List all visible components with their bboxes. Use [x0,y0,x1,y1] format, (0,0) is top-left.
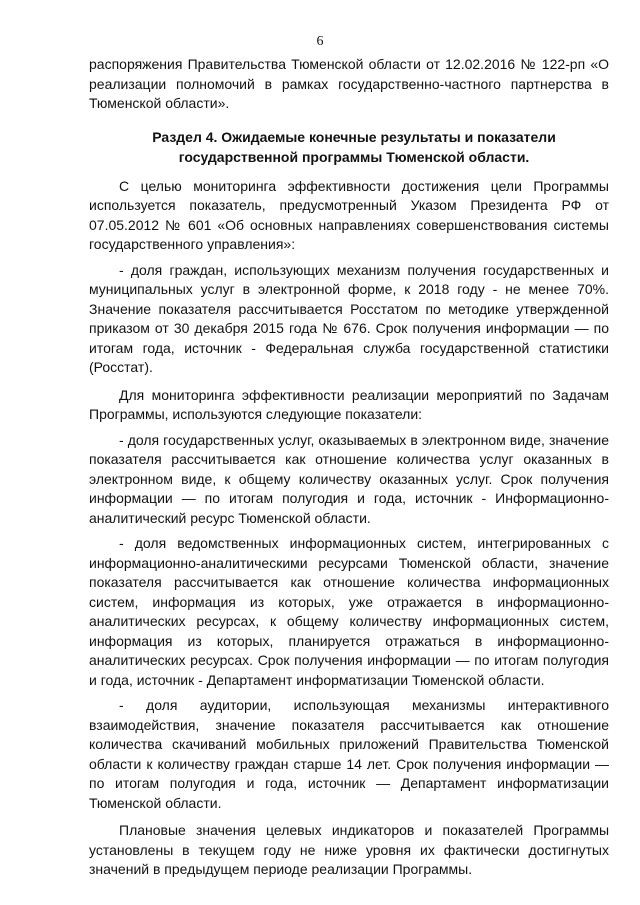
paragraph-continuation: распоряжения Правительства Тюменской области от 12.02.2016 № 122-рп «О реализации полномочий в рамках государственно-частного партнерства в Тюменской области». [89,56,609,111]
paragraph-planned-values: Плановые значения целевых индикаторов и показателей Программы установлены в текущем году не ниже уровня их фактически достигнутых значений в предыдущем периоде реализации Программы. [89,822,609,877]
paragraph-indicator-citizens-share: - доля граждан, использующих механизм получения государственных и муниципальных услуг в электронной форме, к 2018 году - не менее 70%. Значение показателя рассчитывается Росстатом по методике утвержденной приказом от 30 декабря 2015 года № 676. Срок получения информации — по итогам года, источник - Федеральная служба государственной статистики (Росстат). [89,261,609,375]
document-body [89,55,609,880]
paragraph-indicator-interactive-audience: - доля аудитории, использующая механизмы интерактивного взаимодействия, значение показателя рассчитывается как отношение количества скачиваний мобильных приложений Правительства Тюменской области к количеству граждан старше 14 лет. Срок получения информации — по итогам полугодия и года, источник — Департамент информатизации Тюменской области. [89,697,609,811]
page-number: 6 [316,34,324,49]
section-heading: Раздел 4. Ожидаемые конечные результаты и показатели государственной программы Тюменской области. [152,128,556,165]
paragraph-indicator-information-systems: - доля ведомственных информационных систем, интегрированных с информационно-аналитическими ресурсами Тюменской области, значение показателя рассчитывается как отношение количества информационных систем, информация из которых, уже отражается в информационно-аналитических ресурсах, к общему количеству информационных систем, информация из которых, планируется отражаться в информационно-аналитических ресурсах. Срок получения информации — по итогам полугодия и года, источник - Департамент информатизации Тюменской области. [89,535,609,688]
paragraph-tasks-monitoring: Для мониторинга эффективности реализации мероприятий по Задачам Программы, используются следующие показатели: [89,386,609,422]
paragraph-indicator-electronic-services: - доля государственных услуг, оказываемых в электронном виде, значение показателя рассчитывается как отношение количества услуг оказанных в электронном виде, к общему количеству оказанных услуг. Срок получения информации — по итогам полугодия и года, источник - Информационно-аналитический ресурс Тюменской области. [89,431,609,526]
paragraph-goal-monitoring: С целью мониторинга эффективности достижения цели Программы используется показатель, предусмотренный Указом Президента РФ от 07.05.2012 № 601 «Об основных направлениях совершенствования системы государственного управления»: [89,177,609,252]
